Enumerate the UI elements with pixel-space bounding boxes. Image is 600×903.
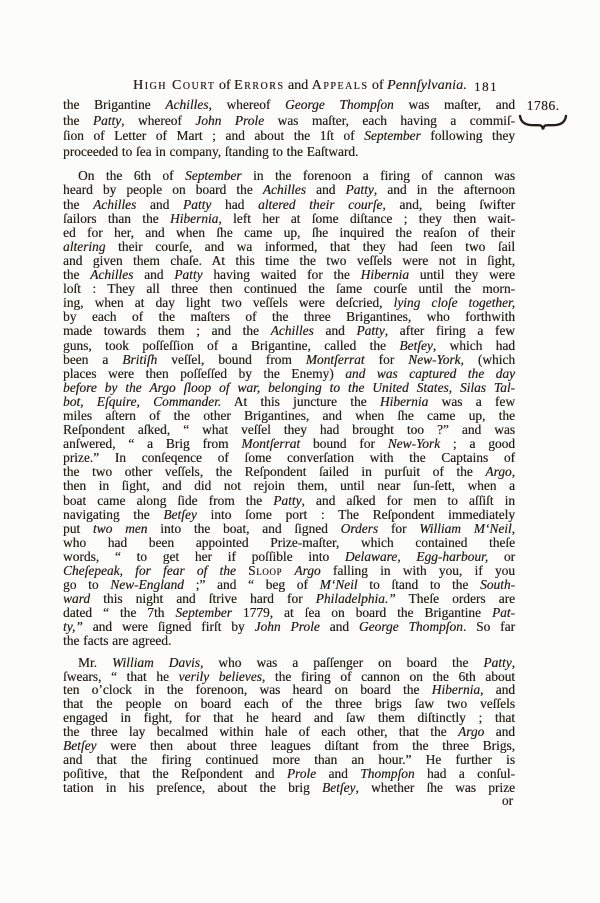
- text-run: ed for her, and when ſhe came up, ſhe inquired the reaſon of their: [63, 224, 515, 240]
- text-run: Hibernia: [169, 210, 219, 226]
- text-line: [63, 620, 515, 634]
- text-line: [63, 767, 515, 781]
- text-line: [63, 592, 515, 606]
- text-line: [63, 494, 515, 508]
- text-run: , whether ſhe was prize: [355, 780, 515, 795]
- text-run: ; a good: [440, 436, 515, 452]
- text-run: into the boat, and ſigned: [147, 520, 341, 536]
- text-run: made towards them ; and the: [63, 323, 271, 339]
- text-run: for: [364, 351, 409, 367]
- text-run: . So far: [462, 619, 515, 635]
- text-run: ,: [511, 520, 516, 536]
- text-run: who had been appointed Prize-maſter, which contained theſe: [63, 534, 515, 550]
- text-run: At this juncture the: [221, 393, 380, 409]
- text-run: and was captured the day: [345, 365, 515, 381]
- text-run: by each of the maſters of the three Brigantines, who forthwith: [63, 309, 515, 325]
- text-run: ward: [63, 591, 91, 607]
- text-run: this night and ſtrive hard for: [90, 591, 316, 607]
- text-line: [63, 508, 515, 522]
- text-run: ;” and “ beg of: [183, 577, 320, 593]
- text-run: and: [136, 196, 183, 212]
- paragraph: [63, 97, 515, 159]
- text-line: [63, 437, 515, 451]
- margin-year: 1786.: [526, 98, 560, 113]
- text-line: [63, 169, 515, 183]
- text-run: , and, being ſwifter: [382, 196, 515, 212]
- text-line: [63, 725, 515, 739]
- text-run: Hibernia: [431, 682, 481, 698]
- text-run: William M‘Neil: [419, 520, 512, 536]
- text-run: the: [63, 112, 93, 128]
- text-line: [63, 711, 515, 725]
- text-run: Orders: [340, 520, 379, 536]
- text-run: of: [215, 78, 235, 93]
- text-run: South-: [480, 577, 515, 593]
- text-run: verily believes: [178, 668, 262, 684]
- text-run: Reſpondent aſked, “ what veſſel they had brought too ?” and was: [63, 422, 515, 438]
- text-run: , whereof: [121, 112, 196, 128]
- text-run: and: [313, 323, 357, 339]
- text-line: [63, 697, 515, 711]
- body-text: [63, 97, 515, 795]
- text-line: [63, 144, 515, 160]
- text-run: boat came along ſide from the: [63, 492, 274, 508]
- text-run: prize.” In conſeqence of ſome converſation with the Captains of: [63, 450, 515, 466]
- margin-year-note: [515, 98, 571, 131]
- text-run: , and in the afternoon: [373, 182, 515, 198]
- text-line: [63, 97, 515, 113]
- text-run: Delaware, Egg-harbour,: [344, 548, 489, 564]
- text-run: Thompſon: [360, 766, 415, 782]
- text-run: , whereof: [208, 97, 286, 112]
- text-line: [63, 634, 515, 648]
- text-run: , and: [480, 682, 516, 698]
- text-run: words, “ to get her if poſſible into: [63, 548, 345, 564]
- text-run: September: [175, 605, 232, 621]
- text-line: [63, 739, 515, 753]
- text-run: was maſter, each having a commiſ-: [264, 112, 516, 128]
- text-run: New-York: [408, 351, 461, 367]
- text-run: and: [319, 619, 359, 635]
- text-line: [63, 781, 515, 795]
- text-run: that the people on board each of the three brigs ſaw two veſſels: [63, 696, 515, 712]
- text-line: [63, 381, 515, 395]
- text-run: Betſey: [163, 506, 197, 522]
- text-line: [63, 451, 515, 465]
- text-run: Hibernia: [379, 393, 429, 409]
- text-run: and that the firing continued more than an hour.” He further is: [63, 752, 515, 768]
- text-run: Betſey: [321, 780, 356, 795]
- text-run: Pennſylvania.: [387, 78, 467, 93]
- text-run: Achilles: [90, 267, 134, 283]
- text-run: Prole: [286, 766, 317, 782]
- text-run: poſitive, that the Reſpondent and: [63, 766, 287, 782]
- text-run: ſailors than the: [63, 210, 170, 226]
- text-run: ſwears, “ that he: [63, 668, 179, 684]
- text-line: [63, 656, 515, 670]
- text-run: George Thompſon: [358, 619, 463, 635]
- text-run: and: [305, 182, 346, 198]
- text-run: M‘Neil: [319, 577, 358, 593]
- text-run: Montſerrat: [305, 351, 365, 367]
- text-run: bot, Eſquire, Commander.: [63, 393, 222, 409]
- text-run: had: [211, 196, 259, 212]
- text-run: navigating the: [63, 506, 164, 522]
- text-run: was a few: [428, 393, 515, 409]
- text-run: anſwered, “ a Brig from: [63, 436, 242, 452]
- text-line: [63, 465, 515, 479]
- text-run: Patty: [174, 267, 203, 283]
- text-run: and: [484, 724, 515, 740]
- text-run: Patty: [273, 492, 302, 508]
- text-run: the: [63, 196, 94, 212]
- catchword-row: [63, 794, 515, 808]
- text-run: Achilles: [165, 97, 209, 112]
- running-header-title: [133, 78, 467, 93]
- text-line: [63, 550, 515, 564]
- text-line: [63, 606, 515, 620]
- text-line: [63, 183, 515, 197]
- text-run: Achilles: [262, 182, 306, 198]
- text-run: and were ſigned firſt by: [82, 619, 255, 635]
- text-run: Pat-: [491, 605, 515, 621]
- text-run: miles aſtern of the other Brigantines, and when ſhe came up, the: [63, 407, 515, 423]
- text-run: two men: [92, 520, 148, 536]
- text-run: ing, when at day light two veſſels were deſcried,: [63, 295, 394, 311]
- text-run: John Prole: [195, 112, 265, 128]
- text-run: , who was a paſſenger on board the: [199, 654, 484, 670]
- paragraph: [63, 169, 515, 648]
- text-run: of: [368, 78, 388, 93]
- text-run: Theſe orders are: [395, 591, 516, 607]
- text-run: had a conſul-: [414, 766, 515, 782]
- text-run: the three lay becalmed within hale of each other, that the: [63, 724, 458, 740]
- text-run: was maſter, and: [393, 97, 515, 112]
- text-run: ,: [511, 654, 515, 670]
- text-line: [63, 522, 515, 536]
- text-run: the: [63, 267, 91, 283]
- text-run: heard by people on board the: [63, 182, 263, 198]
- text-line: [63, 282, 515, 296]
- text-run: guns, took poſſeſſion of a Brigantine, called the: [63, 337, 400, 353]
- text-run: On the 6th of: [78, 168, 185, 184]
- text-run: John Prole: [254, 619, 320, 635]
- text-run: altering: [63, 238, 106, 254]
- text-run: Hibernia: [360, 267, 409, 283]
- text-run: September: [364, 128, 421, 144]
- text-line: [63, 479, 515, 493]
- text-run: Patty: [356, 323, 385, 339]
- text-line: [63, 578, 515, 592]
- year-brace-icon: [518, 113, 568, 131]
- text-run: , left her at ſome diſtance ; they then wait-: [218, 210, 515, 226]
- text-run: for: [378, 520, 420, 536]
- text-run: Montſerrat: [241, 436, 301, 452]
- text-run: following they: [420, 128, 515, 144]
- text-run: New-England: [110, 577, 184, 593]
- text-run: their courſe, and wa informed, that they had ſeen two ſail: [105, 238, 515, 254]
- text-line: [63, 198, 515, 212]
- text-run: and: [316, 766, 361, 782]
- text-run: lying cloſe together,: [393, 295, 515, 311]
- text-run: ,: [511, 464, 515, 480]
- text-line: [63, 324, 515, 338]
- text-run: Argo: [485, 464, 512, 480]
- text-run: Achilles: [270, 323, 314, 339]
- text-run: the Brigantine: [63, 97, 166, 112]
- text-run: loſt : They all three then continued the ſame courſe until the morn-: [63, 281, 515, 297]
- catchword: or: [501, 793, 513, 808]
- text-run: in the forenoon a firing of cannon was: [241, 168, 515, 184]
- text-run: until they were: [408, 267, 515, 283]
- text-run: Achilles: [93, 196, 137, 212]
- text-run: Philadelphia.”: [315, 591, 396, 607]
- text-run: and given them chaſe. At this time the two veſſels were not in ſight,: [63, 252, 515, 268]
- text-line: [63, 409, 515, 423]
- text-run: Argo: [457, 724, 485, 740]
- text-line: [63, 296, 515, 310]
- text-run: Errors: [234, 78, 285, 93]
- text-run: altered their courſe: [258, 196, 383, 212]
- text-run: Patty: [182, 196, 212, 212]
- text-run: bound for: [300, 436, 388, 452]
- text-run: , after firing a few: [384, 323, 515, 339]
- text-run: , and aſked for men to aſſiſt in: [301, 492, 515, 508]
- text-line: [63, 367, 515, 381]
- text-run: the two other veſſels, the Reſpondent ſailed in purſuit of the: [63, 464, 486, 480]
- text-run: Patty: [483, 654, 512, 670]
- text-run: High Court: [133, 78, 216, 93]
- text-run: , the firing of cannon on the 6th about: [261, 668, 515, 684]
- text-run: dated “ the 7th: [63, 605, 176, 621]
- text-run: ten o’clock in the forenoon, was heard on board the: [63, 682, 432, 698]
- text-run: were then about three leagues diſtant from the three Brigs,: [96, 738, 515, 754]
- text-run: put: [63, 520, 93, 536]
- running-header: [0, 77, 600, 94]
- text-line: [63, 564, 515, 578]
- page-number: 181: [474, 79, 498, 94]
- text-run: George Thompſon: [285, 97, 394, 112]
- text-line: [63, 226, 515, 240]
- text-line: [63, 683, 515, 697]
- text-run: , which had: [432, 337, 515, 353]
- text-run: then in ſight, and did not rejoin them, until near ſun-ſett, when a: [63, 478, 515, 494]
- text-run: Patty: [345, 182, 374, 198]
- text-line: [63, 753, 515, 767]
- text-run: having waited for the: [202, 267, 361, 283]
- text-run: Betſey: [399, 337, 433, 353]
- text-run: tation in his preſence, about the brig: [63, 780, 322, 795]
- text-run: and: [284, 78, 312, 93]
- text-run: Betſey: [63, 738, 97, 754]
- text-line: [63, 254, 515, 268]
- text-line: [63, 353, 515, 367]
- text-run: and: [133, 267, 175, 283]
- text-run: Cheſepeak, for fear of the: [63, 563, 249, 578]
- text-run: before by the Argo ſloop of war, belonging to the United States, Silas Tal-: [63, 379, 515, 395]
- text-run: to ſtand to the: [357, 577, 481, 593]
- text-line: [63, 670, 515, 684]
- text-line: [63, 395, 515, 409]
- text-line: [63, 240, 515, 254]
- text-line: [63, 339, 515, 353]
- paragraph: [63, 656, 515, 795]
- text-run: William Davis: [112, 654, 200, 670]
- text-run: the facts are agreed.: [63, 633, 172, 649]
- text-run: places were then poſſeſſed by the Enemy): [63, 365, 346, 381]
- text-run: been a: [63, 351, 123, 367]
- text-run: falling in with you, if you: [320, 563, 515, 578]
- text-line: [63, 212, 515, 226]
- text-line: [63, 536, 515, 550]
- text-run: [282, 563, 294, 578]
- text-run: ty,”: [63, 619, 83, 635]
- text-run: engaged in fight, for that he heard and ſaw them diſtinctly ; that: [63, 710, 515, 726]
- text-run: Appeals: [311, 78, 369, 93]
- text-line: [63, 128, 515, 144]
- text-line: [63, 310, 515, 324]
- text-run: New-York: [387, 436, 441, 452]
- text-run: 1779, at ſea on board the Brigantine: [231, 605, 492, 621]
- text-run: Patty: [92, 112, 122, 128]
- text-run: , (which: [460, 351, 516, 367]
- text-run: Argo: [294, 563, 321, 578]
- text-line: [63, 423, 515, 437]
- text-line: [63, 113, 515, 129]
- text-run: September: [185, 168, 242, 184]
- text-run: proceeded to ſea in company, ſtanding to the Eaſtward.: [63, 143, 359, 159]
- text-run: go to: [63, 577, 111, 593]
- text-line: [63, 268, 515, 282]
- text-run: ſion of Letter of Mart ; and about the 1ſt of: [63, 128, 365, 144]
- text-run: Britiſh: [122, 351, 158, 367]
- text-run: Mr.: [78, 654, 112, 670]
- text-run: Sloop: [248, 563, 283, 578]
- text-run: or: [488, 548, 516, 564]
- text-run: veſſel, bound from: [157, 351, 306, 367]
- text-run: into ſome port : The Reſpondent immediately: [196, 506, 515, 522]
